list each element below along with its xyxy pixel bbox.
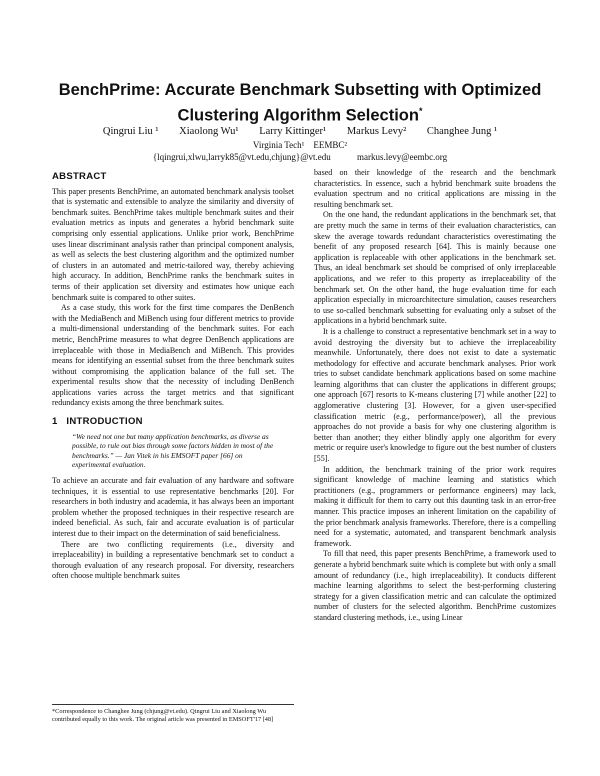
affiliations: Virginia Tech¹ EEMBC² [252, 140, 348, 150]
body-paragraph: On the one hand, the redundant applications in the benchmark set, that are pretty much the same in terms of their evaluation characteristics, can skew the average towards redundant characteristics overestimating the benefit of any proposed research [64]. This is mainly because one application is replaceable with other applications in the benchmark set. Thus, an ideal benchmark set should be comprised of only irreplaceable applications, and we refer to this property as irreplaceability of the benchmark set. On the other hand, the huge evaluation time for each application especially in microarchitecture simulation, causes researchers to use so-called benchmark subsetting for evaluating only a subset of the applications in a hybrid benchmark suite. [314, 210, 556, 326]
abstract-paragraph: As a case study, this work for the first time compares the DenBench with the MediaBench and MiBench using four different metrics to provide a multi-dimensional understanding of the benchmark suites. For each metric, BenchPrime measures to what degree DenBench applications are irreplaceable with those in MediaBench and MiBench. This provides means for identifying an essential subset from the three benchmark suites without compromising the application balance of the full set. The experimental results show that the necessity of including DenBench applications varies across the target metrics and that significant redundancy exists among the three benchmark suites. [52, 303, 294, 408]
body-paragraph: There are two conflicting requirements (i.e., diversity and irreplaceability) in building a representative benchmark set to conduct a thorough evaluation of any research proposal. For diversity, researchers often choose multiple benchmark suites [52, 539, 294, 581]
author-list [40, 126, 560, 138]
epigraph-quote: “We need not one but many application benchmarks, as diverse as possible, to rule out bias through some factors hidden in most of the benchmarks.” — Jan Vitek in his EMSOFT paper [66] on experimental evaluation. [72, 431, 274, 470]
body-paragraph: In addition, the benchmark training of the prior work requires significant knowledge of machine learning and statistics which practitioners (e.g., programmers or performance engineers) may lack, making it difficult for them to carry out this daunting task in an error-free manner. This practice imposes an inherent limitation on the capability of the prior benchmark analysis frameworks. Therefore, there is a compelling need for a systematic, automated, and transparent benchmark analysis framework. [314, 464, 556, 548]
author: Larry Kittinger¹ [259, 126, 327, 137]
title-line-1: BenchPrime: Accurate Benchmark Subsetting with Optimized [58, 81, 542, 99]
paper-title [40, 80, 560, 127]
introduction-heading: 1 INTRODUCTION [52, 416, 143, 428]
right-column [314, 168, 556, 624]
body-paragraph: To achieve an accurate and fair evaluation of any hardware and software techniques, it is essential to use representative benchmarks [20]. For researchers in both industry and academia, it has always been an important problem whether the proposed techniques in their respective research are indeed beneficial. As such, fair and accurate evaluation is of particular interest due to their impact on the determination of said beneficialness. [52, 476, 294, 538]
title-line-2-text: Clustering Algorithm Selection [177, 106, 419, 125]
abstract-paragraph: This paper presents BenchPrime, an automated benchmark analysis toolset that is systematic and extensible to analyze the similarity and diversity of benchmark suites. BenchPrime takes multiple benchmark suites and their evaluation metrics as inputs and generates a hybrid benchmark suite comprising only essential applications. Unlike prior work, BenchPrime uses linear discriminant analysis rather than principal component analysis, as well as selects the best clustering algorithm and the optimized number of clusters in an automated and metric-tailored way, thereby achieving high accuracy. In addition, BenchPrime ranks the benchmark suites in terms of their application set diversity and estimates how unique each benchmark suite is compared to other suites. [52, 186, 294, 302]
left-column [52, 172, 294, 582]
author: Markus Levy² [346, 126, 407, 137]
body-paragraph: To fill that need, this paper presents BenchPrime, a framework used to generate a hybrid benchmark suite which is complete but with only a small amount of redundancy (i.e., high irreplaceability). It conducts different machine learning algorithms to select the best-performing clustering strategy for a given classification metric and can calculate the optimized number of clusters for the selected algorithm. BenchPrime customizes standard clustering methods, i.e., using Linear [314, 549, 556, 622]
title-line-2 [40, 101, 560, 127]
author: Qingrui Liu ¹ [102, 126, 159, 137]
email-vt: {lqingrui,xlwu,larryk85@vt.edu,chjung}@vt.edu [152, 152, 331, 162]
body-paragraph: based on their knowledge of the research and the benchmark characteristics. In essence, such a hybrid benchmark suite broadens the evaluation spectrum and no critical applications are missing in the resulting benchmark set. [314, 168, 556, 209]
footnote: *Correspondence to Changhee Jung (chjung@vt.edu). Qingrui Liu and Xiaolong Wu contributed equally to this work. The original article was presented in EMSOFT'17 [48] [52, 704, 294, 724]
title-footnote-mark: * [418, 106, 423, 116]
abstract-heading: ABSTRACT [52, 171, 107, 182]
body-paragraph: It is a challenge to construct a representative benchmark set in a way to avoid destroying the diversity but to achieve the irreplaceability meanwhile. Unfortunately, there does not exist to date a systematic methodology for effective and accurate benchmark analyses. Prior work tries to subset candidate benchmark applications based on some machine learning algorithms that can cluster the applications in different groups; one approach [67] resorts to K-means clustering [7] while another [22] to agglomerative clustering [3]. However, for a given user-specified classification metric (e.g., performance/power), all the previous approaches do not provide a basis for why one clustering algorithm is better than another; they either blindly apply one algorithm for every metric or require user's knowledge to figure out the best number of clusters [55]. [314, 326, 556, 464]
author: Xiaolong Wu¹ [179, 126, 239, 137]
email-eembc: markus.levy@eembc.org [357, 152, 448, 162]
author: Changhee Jung ¹ [426, 126, 498, 137]
author-emails [40, 152, 560, 163]
